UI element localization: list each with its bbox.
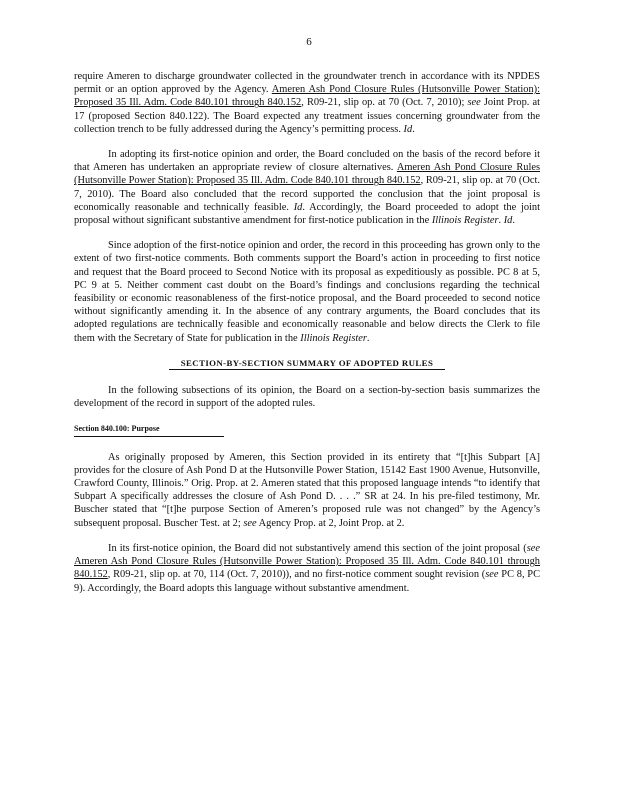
- paragraph-summary-intro: In the following subsections of its opinion, the Board on a section-by-section basis summarizes the development of the record in support of the adopted rules.: [74, 385, 540, 410]
- case-citation: Ameren Ash Pond Closure Rules (Hutsonville Power Station): Proposed 35 Ill. Adm. Code 840.101 through 840.152: [74, 84, 540, 109]
- text: require Ameren to discharge groundwater collected in the groundwater trench in accordance with its NPDES permit or an option approved by the Agency.: [74, 71, 540, 96]
- signal-see: see: [243, 517, 257, 529]
- paragraph-since-adoption: [74, 239, 540, 345]
- text: In its first-notice opinion, the Board did not substantively amend this section of the joint proposal (: [108, 542, 527, 554]
- text: , R09-21, slip op. at 70, 114 (Oct. 7, 2010)), and no first-notice comment sought revision (: [107, 569, 486, 581]
- signal-id: Id: [293, 201, 303, 213]
- paragraph-board-adopts: [74, 542, 540, 595]
- section-heading-text: SECTION-BY-SECTION SUMMARY OF ADOPTED RULES: [169, 358, 446, 370]
- signal-see: see: [467, 97, 481, 109]
- text: Agency Prop. at 2, Joint Prop. at 2.: [256, 517, 405, 529]
- text: , R09-21, slip op. at 70 (Oct. 7, 2010). The Board also concluded that the record supported the conclusion that the joint proposal is economically reasonable and technically feasible.: [74, 175, 540, 213]
- text: Joint Prop. at 17 (proposed Section 840.122). The Board expected any treatment issues concerning groundwater from the collection trench to be fully addressed during the Agency’s permitting process.: [74, 97, 540, 135]
- text: , R09-21, slip op. at 70 (Oct. 7, 2010);: [301, 97, 468, 109]
- text: .: [498, 215, 504, 227]
- signal-id: Id: [403, 123, 413, 135]
- subsection-heading: [74, 422, 540, 436]
- text: PC 8, PC 9). Accordingly, the Board adopts this language without substantive amendment.: [74, 569, 541, 594]
- illinois-register: Illinois Register: [431, 215, 499, 227]
- signal-id: Id: [503, 215, 513, 227]
- subsection-heading-text: Section 840.100: Purpose: [74, 422, 224, 436]
- paragraph-original-proposal: [74, 451, 540, 530]
- signal-see: see: [485, 569, 499, 581]
- paragraph-first-notice: [74, 148, 540, 227]
- signal-see: see: [526, 542, 540, 554]
- text: .: [512, 215, 515, 227]
- text: . Accordingly, the Board proceeded to adopt the joint proposal without significant substantive amendment for first-notice publication in the: [74, 201, 540, 227]
- case-citation: Ameren Ash Pond Closure Rules (Hutsonville Power Station): Proposed 35 Ill. Adm. Code 840.101 through 840.152: [74, 556, 540, 581]
- case-citation: Ameren Ash Pond Closure Rules (Hutsonville Power Station): Proposed 35 Ill. Adm. Code 840.101 through 840.152: [74, 162, 540, 187]
- text: Since adoption of the first-notice opinion and order, the record in this proceeding has grown only to the extent of two first-notice comments. Both comments support the Board’s action in proceeding to first notice and request that the Board proceed to Second Notice with its proposal as expeditiously as possible. PC 8 at 5, PC 9 at 5. Neither comment cast doubt on the Board’s findings and conclusions regarding the technical feasibility or economic reasonableness of the first-notice proposal, and the Board proceeded to second notice without significantly amending it. In the absence of any contrary arguments, the Board concludes that its adopted regulations are technically feasible and economically reasonable and below directs the Clerk to file them with the Secretary of State for publication in the: [74, 240, 540, 344]
- paragraph-groundwater: [74, 70, 540, 136]
- illinois-register: Illinois Register: [300, 332, 367, 344]
- text: .: [412, 123, 415, 135]
- text: In adopting its first-notice opinion and order, the Board concluded on the basis of the record before it that Ameren has undertaken an appropriate review of closure alternatives.: [74, 149, 540, 174]
- section-heading: [74, 357, 540, 370]
- document-body: [74, 70, 540, 607]
- text: .: [366, 332, 370, 344]
- text: As originally proposed by Ameren, this Section provided in its entirety that “[t]his Subpart [A] provides for the closure of Ash Pond D at the Hutsonville Power Station, 15142 East 1900 Avenue, Hutsonville, Crawford County, Illinois.” Orig. Prop. at 2. Ameren stated that this proposed language intends “to identify that Subpart A specifically addresses the closure of Ash Pond D. . . .” SR at 24. In his pre-filed testimony, Mr. Buscher stated that “[t]he purpose Section of Ameren’s proposed rule was not changed” by the Agency’s subsequent proposal. Buscher Test. at 2;: [74, 451, 540, 529]
- page-number: 6: [306, 36, 312, 48]
